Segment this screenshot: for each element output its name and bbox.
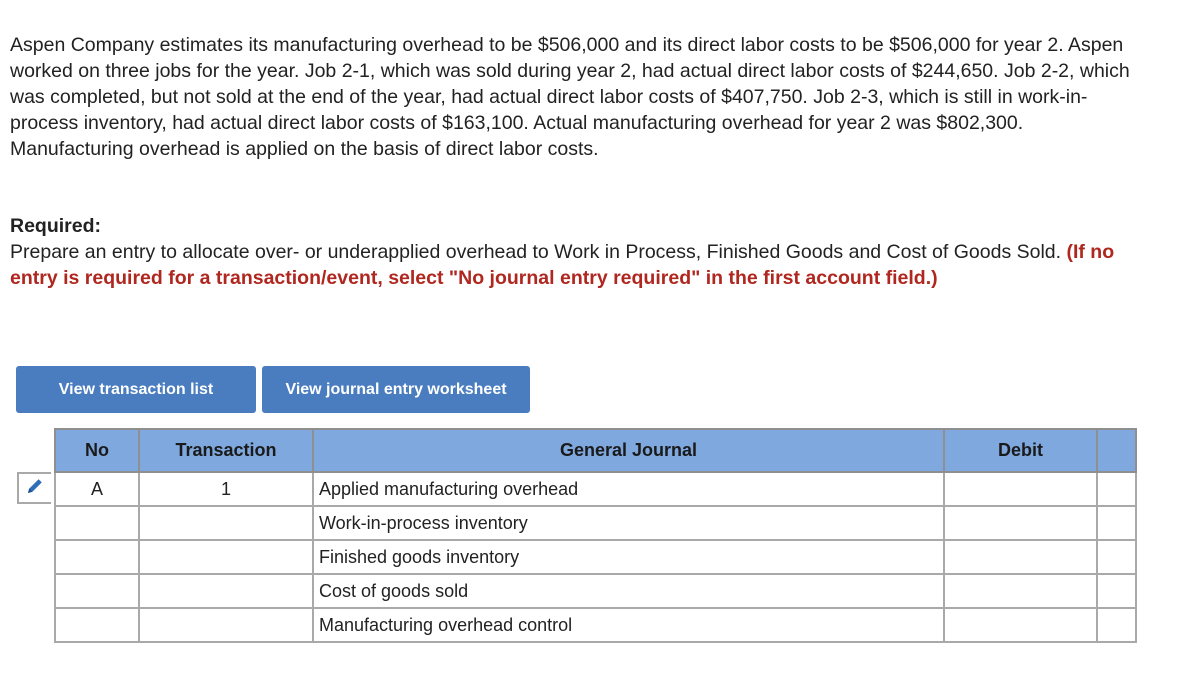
table-row[interactable]: [55, 608, 1136, 642]
row-debit: [944, 608, 1097, 642]
row-transaction: [139, 608, 313, 642]
problem-statement: [10, 32, 1150, 162]
row-transaction: 1: [139, 472, 313, 506]
row-account: Manufacturing overhead control: [313, 608, 944, 642]
row-extra: [1097, 540, 1136, 574]
row-account: Applied manufacturing overhead: [313, 472, 944, 506]
table-row[interactable]: [55, 574, 1136, 608]
row-no: [55, 574, 139, 608]
row-extra: [1097, 608, 1136, 642]
row-no: [55, 506, 139, 540]
row-debit: [944, 574, 1097, 608]
header-no: No: [55, 429, 139, 472]
row-debit: [944, 540, 1097, 574]
row-extra: [1097, 472, 1136, 506]
required-instructions: [10, 239, 1150, 291]
journal-header-row: [55, 429, 1136, 472]
problem-text: Aspen Company estimates its manufacturing overhead to be $506,000 and its direct labor costs to be $506,000 for year 2. Aspen worked on three jobs for the year. Job 2-1, which was sold during year 2, had actual direct labor costs of $244,650. Job 2-2, which was completed, but not sold at the end of the year, had actual direct labor costs of $407,750. Job 2-3, which is still in work-in-process inventory, had actual direct labor costs of $163,100. Actual manufacturing overhead for year 2 was $802,300. Manufacturing overhead is applied on the basis of direct labor costs.: [10, 34, 1130, 160]
view-transaction-list-button[interactable]: View transaction list: [16, 366, 256, 413]
row-account: Finished goods inventory: [313, 540, 944, 574]
header-extra: [1097, 429, 1136, 472]
row-no: A: [55, 472, 139, 506]
row-no: [55, 540, 139, 574]
header-debit: Debit: [944, 429, 1097, 472]
table-row[interactable]: [55, 540, 1136, 574]
row-debit: [944, 506, 1097, 540]
table-row[interactable]: [55, 472, 1136, 506]
row-debit: [944, 472, 1097, 506]
row-transaction: [139, 574, 313, 608]
row-account: Work-in-process inventory: [313, 506, 944, 540]
table-row[interactable]: [55, 506, 1136, 540]
view-journal-entry-worksheet-button[interactable]: View journal entry worksheet: [262, 366, 530, 413]
row-account: Cost of goods sold: [313, 574, 944, 608]
row-transaction: [139, 540, 313, 574]
header-general-journal: General Journal: [313, 429, 944, 472]
row-transaction: [139, 506, 313, 540]
edit-entry-button[interactable]: [17, 472, 51, 504]
pencil-icon: [25, 476, 45, 501]
header-transaction: Transaction: [139, 429, 313, 472]
row-no: [55, 608, 139, 642]
required-section: [10, 213, 1150, 291]
journal-table: [54, 428, 1137, 643]
required-heading: Required:: [10, 215, 102, 237]
required-note: (If no entry is required for a transaction/event, select "No journal entry required" in the first account field.): [10, 241, 1115, 289]
row-extra: [1097, 574, 1136, 608]
row-extra: [1097, 506, 1136, 540]
required-body: Prepare an entry to allocate over- or underapplied overhead to Work in Process, Finished Goods and Cost of Goods Sold.: [10, 241, 1062, 263]
